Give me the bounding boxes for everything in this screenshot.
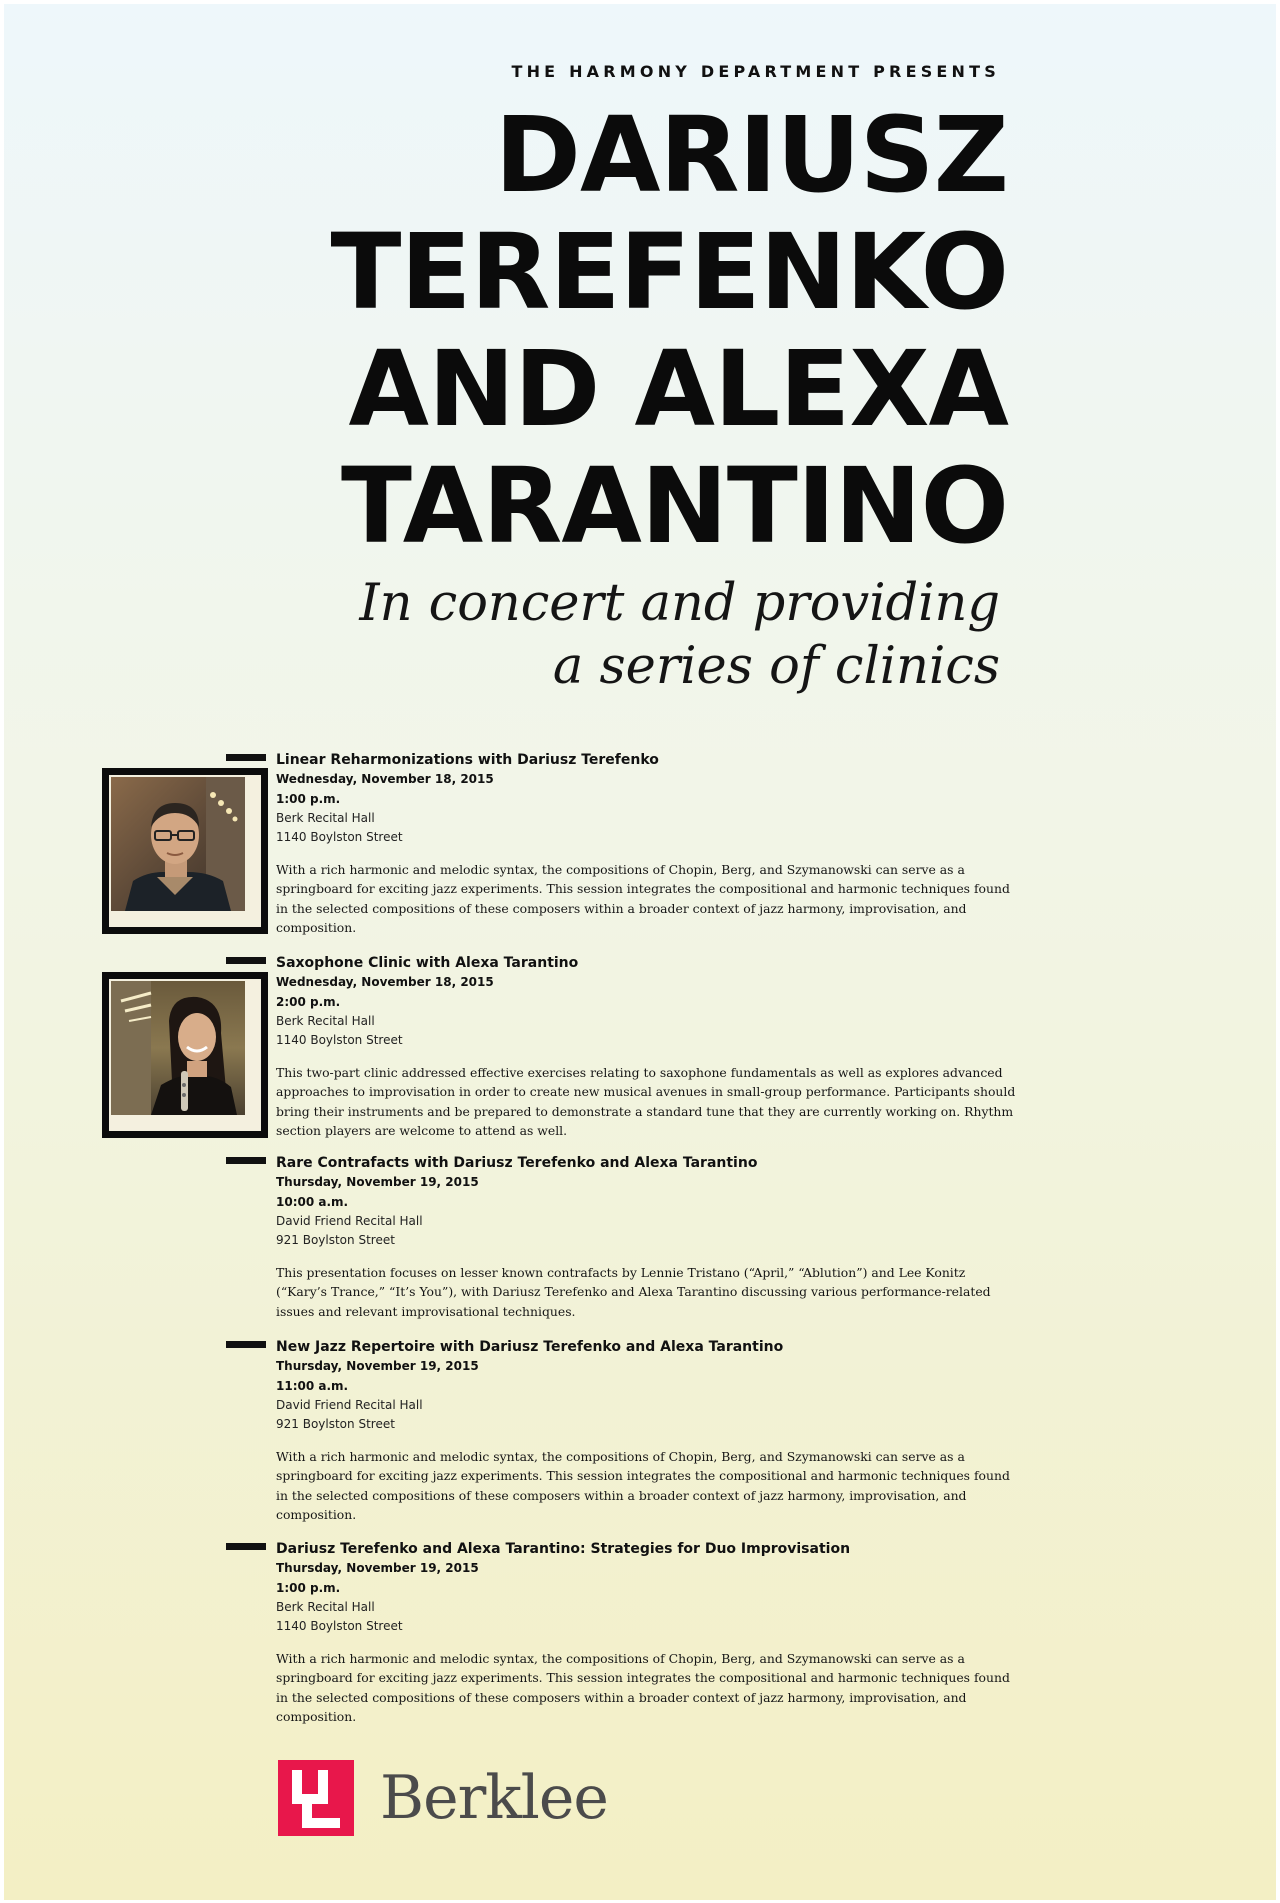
event-time: 10:00 a.m. bbox=[276, 1195, 349, 1209]
event-date: Wednesday, November 18, 2015 bbox=[276, 772, 494, 786]
event-time: 2:00 p.m. bbox=[276, 995, 341, 1009]
event-address: 921 Boylston Street bbox=[276, 1417, 395, 1431]
event-venue: Berk Recital Hall bbox=[276, 811, 375, 825]
poster bbox=[4, 4, 1276, 1900]
event-description: With a rich harmonic and melodic syntax, the compositions of Chopin, Berg, and Szymanowski can serve as a springboard for exciting jazz experiments. This session integrates the compositional and harmonic techniques found in the selected compositions of these composers within a broader context of jazz harmony, improvisation, and composition. bbox=[276, 862, 1010, 936]
event-title: New Jazz Repertoire with Dariusz Terefenko and Alexa Tarantino bbox=[276, 1339, 784, 1355]
event-date: Thursday, November 19, 2015 bbox=[276, 1359, 479, 1373]
event-title: Linear Reharmonizations with Dariusz Terefenko bbox=[276, 752, 659, 768]
event-time: 1:00 p.m. bbox=[276, 792, 341, 806]
event-time: 11:00 a.m. bbox=[276, 1379, 349, 1393]
event-date: Thursday, November 19, 2015 bbox=[276, 1175, 479, 1189]
event-description: This two-part clinic addressed effective exercises relating to saxophone fundamentals as well as explores advanced approaches to improvisation in order to create new musical avenues in small-group performance. Participants should bring their instruments and be prepared to demonstrate a standard tune that they are currently working on. Rhythm section players are welcome to attend as well. bbox=[276, 1065, 1016, 1139]
event-address: 1140 Boylston Street bbox=[276, 1033, 403, 1047]
subtitle bbox=[359, 572, 1000, 698]
headline-line-1: DARIUSZ bbox=[494, 94, 1008, 216]
event-time: 1:00 p.m. bbox=[276, 1581, 341, 1595]
event-venue: Berk Recital Hall bbox=[276, 1014, 375, 1028]
event-marker bbox=[226, 1341, 266, 1348]
event-title: Rare Contrafacts with Dariusz Terefenko and Alexa Tarantino bbox=[276, 1155, 758, 1171]
berklee-logo-mark-icon bbox=[278, 1760, 354, 1836]
event-title: Saxophone Clinic with Alexa Tarantino bbox=[276, 955, 579, 971]
event-address: 921 Boylston Street bbox=[276, 1233, 395, 1247]
event-title: Dariusz Terefenko and Alexa Tarantino: Strategies for Duo Improvisation bbox=[276, 1541, 851, 1557]
event-marker bbox=[226, 957, 266, 964]
subtitle-line-2: a series of clinics bbox=[552, 637, 1000, 696]
subtitle-line-1: In concert and providing bbox=[359, 574, 1000, 633]
event-venue: David Friend Recital Hall bbox=[276, 1214, 423, 1228]
portrait-alexa-image bbox=[111, 981, 245, 1115]
event-venue: Berk Recital Hall bbox=[276, 1600, 375, 1614]
portrait-dariusz-photo bbox=[102, 768, 268, 934]
headline-line-4: TARANTINO bbox=[340, 445, 1008, 567]
headline bbox=[330, 94, 1008, 567]
event-address: 1140 Boylston Street bbox=[276, 1619, 403, 1633]
event-marker bbox=[226, 1157, 266, 1164]
event-description: With a rich harmonic and melodic syntax, the compositions of Chopin, Berg, and Szymanowski can serve as a springboard for exciting jazz experiments. This session integrates the compositional and harmonic techniques found in the selected compositions of these composers within a broader context of jazz harmony, improvisation, and composition. bbox=[276, 1651, 1010, 1725]
event-address: 1140 Boylston Street bbox=[276, 830, 403, 844]
portrait-dariusz-image bbox=[111, 777, 245, 911]
event-marker bbox=[226, 754, 266, 761]
event-date: Wednesday, November 18, 2015 bbox=[276, 975, 494, 989]
event-marker bbox=[226, 1543, 266, 1550]
headline-line-3: AND ALEXA bbox=[348, 328, 1008, 450]
portrait-alexa-photo bbox=[102, 972, 268, 1138]
event-description: With a rich harmonic and melodic syntax, the compositions of Chopin, Berg, and Szymanowski can serve as a springboard for exciting jazz experiments. This session integrates the compositional and harmonic techniques found in the selected compositions of these composers within a broader context of jazz harmony, improvisation, and composition. bbox=[276, 1449, 1010, 1523]
headline-line-2: TEREFENKO bbox=[330, 211, 1008, 333]
presenter-line: THE HARMONY DEPARTMENT PRESENTS bbox=[511, 62, 1000, 81]
event-venue: David Friend Recital Hall bbox=[276, 1398, 423, 1412]
event-date: Thursday, November 19, 2015 bbox=[276, 1561, 479, 1575]
event-description: This presentation focuses on lesser known contrafacts by Lennie Tristano (“April,” “Ablution”) and Lee Konitz (“Kary’s Trance,” “It’s You”), with Dariusz Terefenko and Alexa Tarantino discussing various performance-related issues and relevant improvisational techniques. bbox=[276, 1265, 991, 1319]
berklee-wordmark: Berklee bbox=[380, 1763, 608, 1833]
